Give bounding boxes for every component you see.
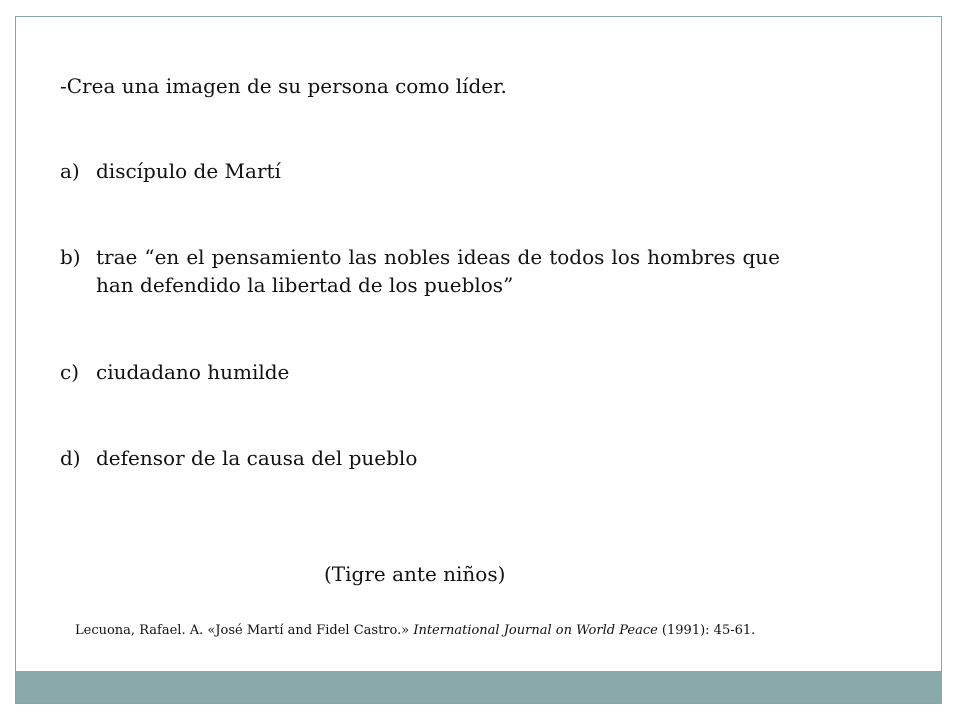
list-marker: b)	[60, 245, 81, 269]
list-item-text: discípulo de Martí	[96, 159, 281, 183]
list-item-text: trae “en el pensamiento las nobles ideas de todos los hombres que han defendido la libertad de los pueblos”	[96, 245, 780, 297]
list-item-d	[60, 444, 780, 472]
citation-lead: Lecuona, Rafael. A. «José Martí and Fidel Castro.»	[75, 623, 414, 638]
list-marker: d)	[60, 446, 81, 470]
citation-tail: (1991): 45-61.	[657, 623, 756, 638]
citation-journal: International Journal on World Peace	[413, 623, 658, 638]
list-item-a	[60, 157, 780, 185]
image-caption: (Tigre ante niños)	[324, 562, 506, 586]
list-marker: a)	[60, 159, 80, 183]
list-item-b	[60, 243, 780, 299]
slide-heading: -Crea una imagen de su persona como líder.	[60, 74, 507, 98]
citation	[75, 623, 755, 638]
list-item-text: ciudadano humilde	[96, 360, 290, 384]
list-item-text: defensor de la causa del pueblo	[96, 446, 418, 470]
list-marker: c)	[60, 360, 80, 384]
footer-bar	[16, 671, 941, 703]
list-item-c	[60, 358, 780, 386]
